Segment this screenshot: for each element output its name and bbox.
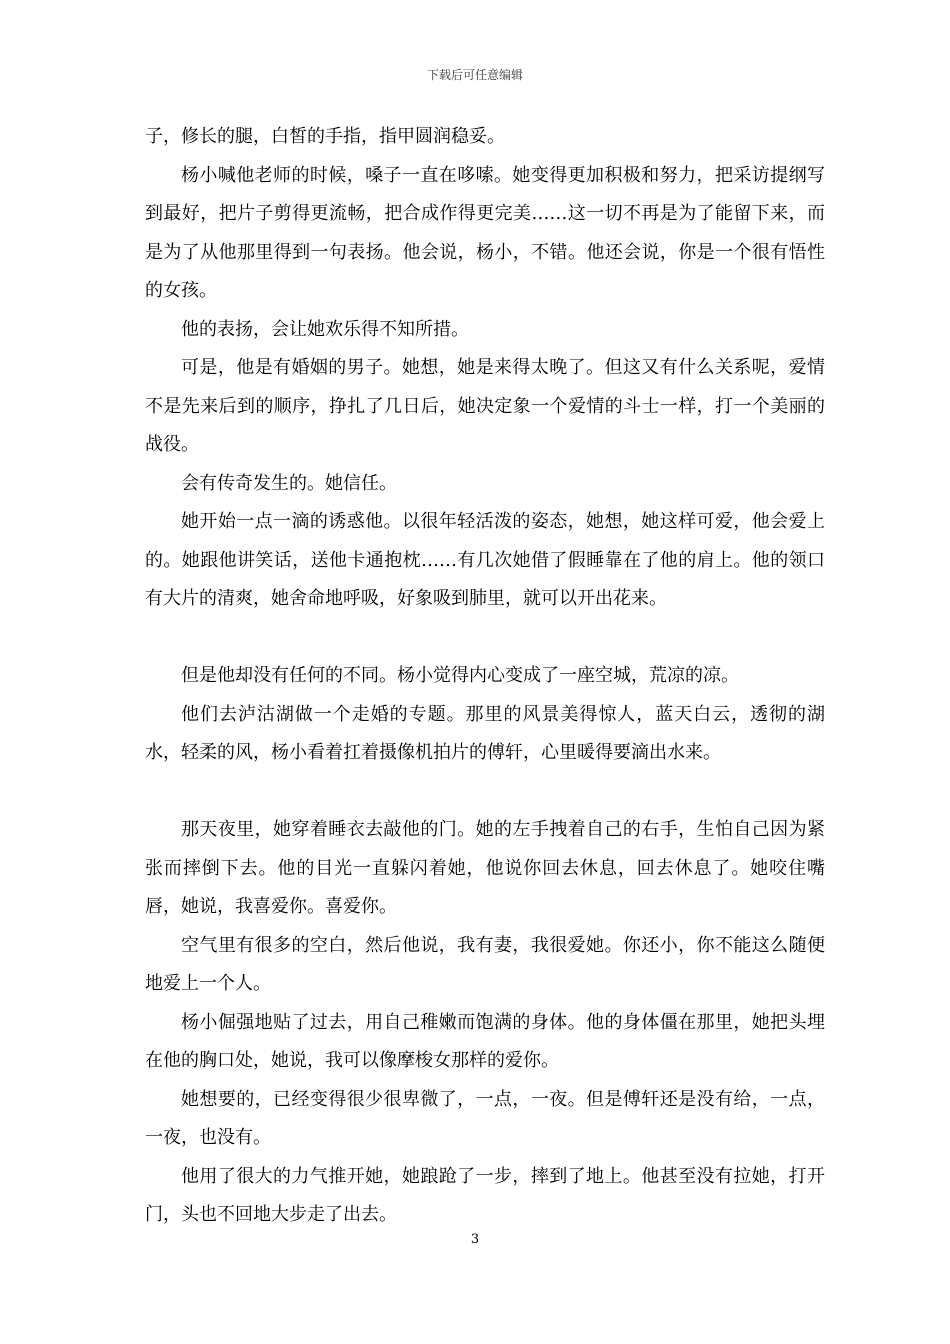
paragraph: 他用了很大的力气推开她，她踉跄了一步，摔到了地上。他甚至没有拉她，打开门，头也不回地大步走了出去。 <box>145 1165 825 1225</box>
paragraph: 她开始一点一滴的诱惑他。以很年轻活泼的姿态，她想，她这样可爱，他会爱上的。她跟他讲笑话，送他卡通抱枕……有几次她借了假睡靠在了他的肩上。他的领口有大片的清爽，她舍命地呼吸，好象吸到肺里，就可以开出花来。 <box>145 511 825 609</box>
page-header: 下载后可任意编辑 <box>426 68 523 82</box>
paragraph: 那天夜里，她穿着睡衣去敲他的门。她的左手拽着自己的右手，生怕自己因为紧张而摔倒下去。他的目光一直躲闪着她，他说你回去休息，回去休息了。她咬住嘴唇，她说，我喜爱你。喜爱你。 <box>145 819 825 917</box>
paragraph: 但是他却没有任何的不同。杨小觉得内心变成了一座空城，荒凉的凉。 <box>181 665 739 686</box>
body-text <box>145 118 825 1235</box>
paragraph: 他的表扬，会让她欢乐得不知所措。 <box>181 318 469 340</box>
paragraph: 可是，他是有婚姻的男子。她想，她是来得太晚了。但这又有什么关系呢，爱情不是先来后到的顺序，挣扎了几日后，她决定象一个爱情的斗士一样，打一个美丽的战役。 <box>145 357 825 455</box>
paragraph: 子，修长的腿，白皙的手指，指甲圆润稳妥。 <box>145 126 505 147</box>
paragraph: 他们去泸沽湖做一个走婚的专题。那里的风景美得惊人，蓝天白云，透彻的湖水，轻柔的风，杨小看着扛着摄像机拍片的傅轩，心里暖得要滴出水来。 <box>145 703 825 763</box>
paragraph: 她想要的，已经变得很少很卑微了，一点，一夜。但是傅轩还是没有给，一点，一夜，也没有。 <box>145 1088 825 1148</box>
paragraph: 空气里有很多的空白，然后他说，我有妻，我很爱她。你还小，你不能这么随便地爱上一个人。 <box>145 934 825 994</box>
page-number: 3 <box>470 1232 480 1247</box>
paragraph: 杨小喊他老师的时候，嗓子一直在哆嗦。她变得更加积极和努力，把采访提纲写到最好，把片子剪得更流畅，把合成作得更完美……这一切不再是为了能留下来，而是为了从他那里得到一句表扬。他会说，杨小，不错。他还会说，你是一个很有悟性的女孩。 <box>145 164 825 301</box>
paragraph: 杨小倔强地贴了过去，用自己稚嫩而饱满的身体。他的身体僵在那里，她把头埋在他的胸口处，她说，我可以像摩梭女那样的爱你。 <box>145 1011 825 1071</box>
paragraph: 会有传奇发生的。她信任。 <box>181 472 397 494</box>
